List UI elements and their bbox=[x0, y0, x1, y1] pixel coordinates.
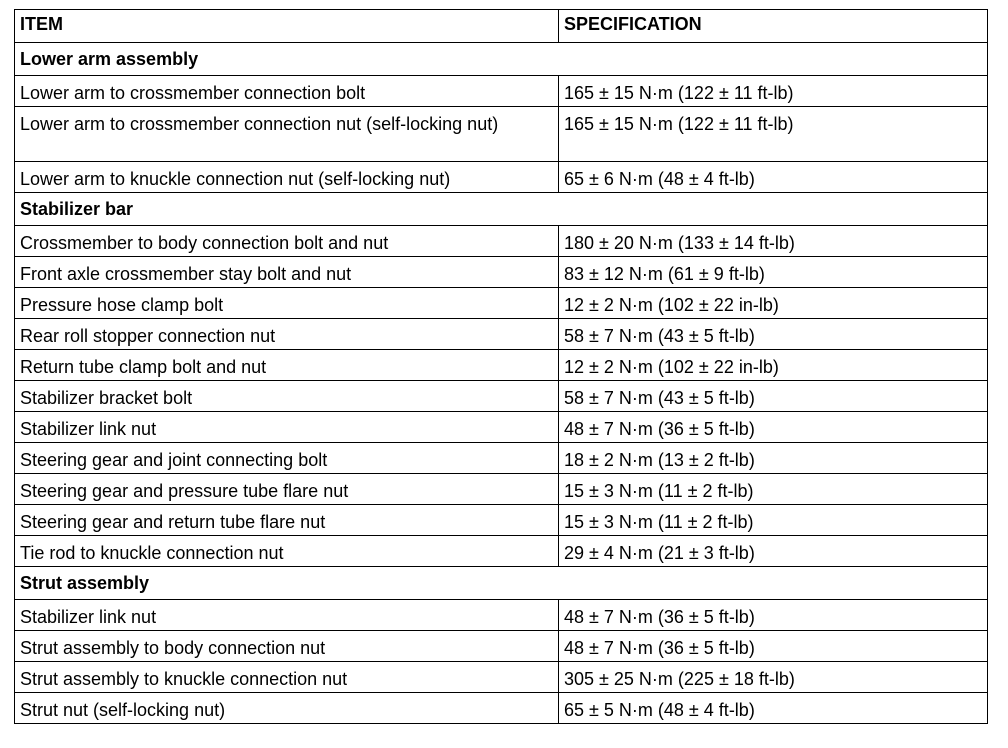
table-row bbox=[15, 474, 988, 505]
table-row bbox=[15, 631, 988, 662]
spec-cell: 58 ± 7 N·m (43 ± 5 ft-lb) bbox=[559, 319, 988, 350]
table-row bbox=[15, 226, 988, 257]
table-row bbox=[15, 107, 988, 162]
spec-cell: 18 ± 2 N·m (13 ± 2 ft-lb) bbox=[559, 443, 988, 474]
table-row bbox=[15, 319, 988, 350]
section-title: Lower arm assembly bbox=[15, 43, 988, 76]
item-column-header: ITEM bbox=[15, 10, 559, 43]
item-cell: Strut assembly to body connection nut bbox=[15, 631, 559, 662]
spec-cell: 58 ± 7 N·m (43 ± 5 ft-lb) bbox=[559, 381, 988, 412]
spec-cell: 15 ± 3 N·m (11 ± 2 ft-lb) bbox=[559, 505, 988, 536]
item-cell: Stabilizer link nut bbox=[15, 412, 559, 443]
spec-cell: 29 ± 4 N·m (21 ± 3 ft-lb) bbox=[559, 536, 988, 567]
table-row bbox=[15, 443, 988, 474]
item-cell: Pressure hose clamp bolt bbox=[15, 288, 559, 319]
section-title: Strut assembly bbox=[15, 567, 988, 600]
item-cell: Tie rod to knuckle connection nut bbox=[15, 536, 559, 567]
spec-cell: 12 ± 2 N·m (102 ± 22 in-lb) bbox=[559, 288, 988, 319]
section-row bbox=[15, 567, 988, 600]
torque-spec-table bbox=[14, 9, 988, 724]
table-row bbox=[15, 76, 988, 107]
item-cell: Steering gear and pressure tube flare nut bbox=[15, 474, 559, 505]
spec-cell: 48 ± 7 N·m (36 ± 5 ft-lb) bbox=[559, 600, 988, 631]
section-row bbox=[15, 193, 988, 226]
spec-cell: 65 ± 6 N·m (48 ± 4 ft-lb) bbox=[559, 162, 988, 193]
spec-cell: 165 ± 15 N·m (122 ± 11 ft-lb) bbox=[559, 76, 988, 107]
item-cell: Steering gear and joint connecting bolt bbox=[15, 443, 559, 474]
table-row bbox=[15, 536, 988, 567]
table-row bbox=[15, 505, 988, 536]
spec-cell: 165 ± 15 N·m (122 ± 11 ft-lb) bbox=[559, 107, 988, 162]
table-row bbox=[15, 600, 988, 631]
item-cell: Lower arm to crossmember connection bolt bbox=[15, 76, 559, 107]
section-title: Stabilizer bar bbox=[15, 193, 988, 226]
spec-cell: 48 ± 7 N·m (36 ± 5 ft-lb) bbox=[559, 631, 988, 662]
spec-cell: 180 ± 20 N·m (133 ± 14 ft-lb) bbox=[559, 226, 988, 257]
table-header-row bbox=[15, 10, 988, 43]
table-row bbox=[15, 412, 988, 443]
item-cell: Stabilizer bracket bolt bbox=[15, 381, 559, 412]
spec-cell: 65 ± 5 N·m (48 ± 4 ft-lb) bbox=[559, 693, 988, 724]
table-row bbox=[15, 162, 988, 193]
spec-cell: 48 ± 7 N·m (36 ± 5 ft-lb) bbox=[559, 412, 988, 443]
item-cell: Strut assembly to knuckle connection nut bbox=[15, 662, 559, 693]
item-cell: Return tube clamp bolt and nut bbox=[15, 350, 559, 381]
table-row bbox=[15, 350, 988, 381]
item-cell: Lower arm to crossmember connection nut (self-locking nut) bbox=[15, 107, 559, 162]
spec-cell: 12 ± 2 N·m (102 ± 22 in-lb) bbox=[559, 350, 988, 381]
spec-cell: 83 ± 12 N·m (61 ± 9 ft-lb) bbox=[559, 257, 988, 288]
table-row bbox=[15, 662, 988, 693]
item-cell: Front axle crossmember stay bolt and nut bbox=[15, 257, 559, 288]
specification-column-header: SPECIFICATION bbox=[559, 10, 988, 43]
item-cell: Crossmember to body connection bolt and nut bbox=[15, 226, 559, 257]
item-cell: Lower arm to knuckle connection nut (self-locking nut) bbox=[15, 162, 559, 193]
table-row bbox=[15, 257, 988, 288]
table-row bbox=[15, 693, 988, 724]
item-cell: Strut nut (self-locking nut) bbox=[15, 693, 559, 724]
table-row bbox=[15, 381, 988, 412]
table-row bbox=[15, 288, 988, 319]
spec-cell: 15 ± 3 N·m (11 ± 2 ft-lb) bbox=[559, 474, 988, 505]
item-cell: Steering gear and return tube flare nut bbox=[15, 505, 559, 536]
section-row bbox=[15, 43, 988, 76]
item-cell: Stabilizer link nut bbox=[15, 600, 559, 631]
item-cell: Rear roll stopper connection nut bbox=[15, 319, 559, 350]
spec-cell: 305 ± 25 N·m (225 ± 18 ft-lb) bbox=[559, 662, 988, 693]
